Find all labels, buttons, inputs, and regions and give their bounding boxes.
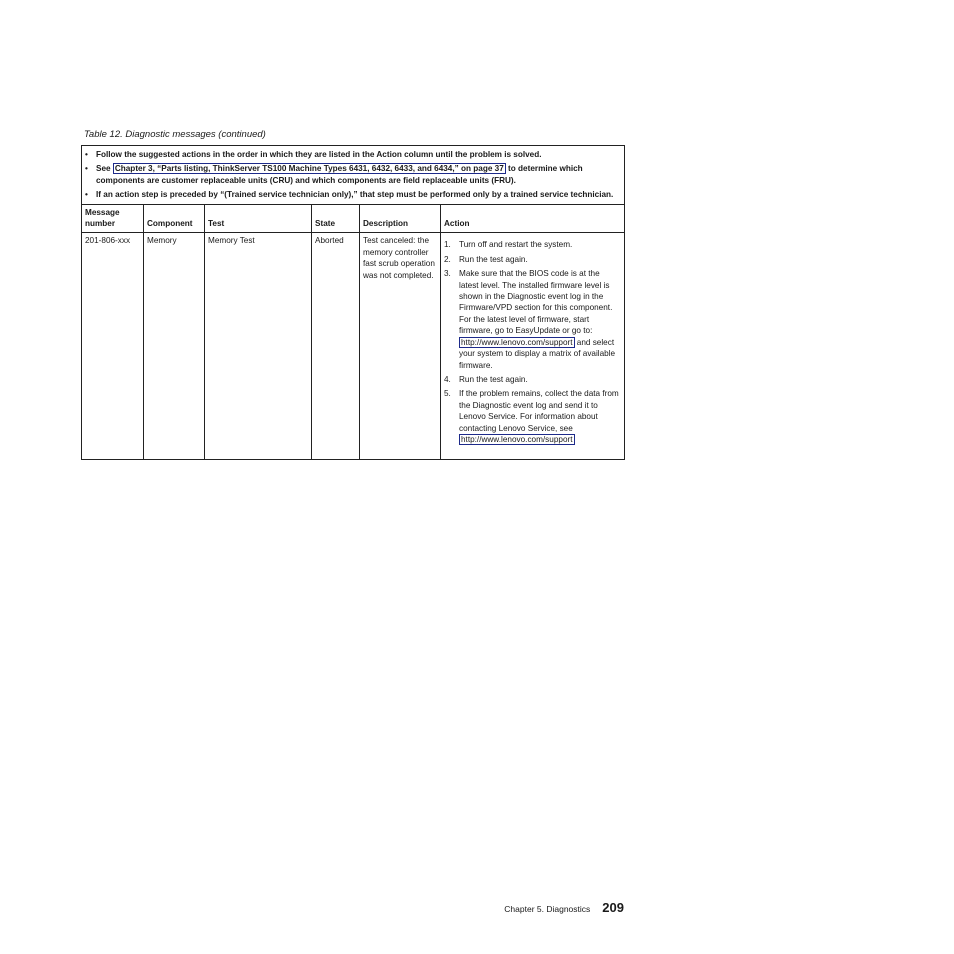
- note-text: Follow the suggested actions in the order in which they are listed in the Action column until the problem is solved.: [96, 150, 542, 159]
- cell-component: Memory: [144, 233, 205, 460]
- header-test: Test: [205, 204, 312, 233]
- step-text-before-link: Make sure that the BIOS code is at the latest level. The installed firmware level is shown in the Diagnostic event log in the Firmware/VPD section for this component. For the latest level of firmware, start firmware, go to EasyUpdate or go to:: [459, 269, 613, 336]
- table-caption: Table 12. Diagnostic messages (continued): [84, 129, 266, 140]
- cell-description: Test canceled: the memory controller fast scrub operation was not completed.: [360, 233, 441, 460]
- bullet: •: [85, 164, 88, 174]
- page-number: 209: [602, 900, 624, 915]
- step-text: [459, 388, 621, 445]
- header-component: Component: [144, 204, 205, 233]
- note-prefix: See: [96, 164, 113, 174]
- footer-chapter: Chapter 5. Diagnostics: [504, 904, 591, 914]
- lenovo-support-link[interactable]: http://www.lenovo.com/support: [461, 434, 573, 444]
- step-number: 3.: [444, 269, 451, 279]
- cell-message-number: 201-806-xxx: [82, 233, 144, 460]
- step-number: 1.: [444, 240, 451, 250]
- step-text: Turn off and restart the system.: [459, 240, 573, 250]
- step-text: Run the test again.: [459, 374, 528, 384]
- header-action: Action: [441, 204, 625, 233]
- step-text: [459, 268, 621, 371]
- action-step: [444, 239, 621, 250]
- table-row: [82, 233, 625, 460]
- step-number: 2.: [444, 254, 451, 264]
- note-item: [85, 189, 621, 200]
- header-state: State: [312, 204, 360, 233]
- table-header-row: [82, 204, 625, 233]
- step-number: 4.: [444, 374, 451, 384]
- header-message-number: Message number: [82, 204, 144, 233]
- step-number: 5.: [444, 389, 451, 399]
- note-item: [85, 163, 621, 186]
- diagnostic-messages-table: [81, 145, 625, 460]
- action-list: [444, 239, 621, 445]
- bullet: •: [85, 150, 88, 159]
- step-text: Run the test again.: [459, 254, 528, 264]
- note-suffix: to determine which components are customer replaceable units (CRU) and which components are field replaceable units (FRU).: [96, 164, 583, 185]
- page-footer: [504, 900, 624, 915]
- action-step: [444, 374, 621, 385]
- note-text: [96, 163, 621, 186]
- note-text: If an action step is preceded by “(Trained service technician only),” that step must be performed only by a trained service technician.: [96, 190, 614, 200]
- action-step: [444, 268, 621, 371]
- table-notes: [82, 146, 625, 205]
- cell-test: Memory Test: [205, 233, 312, 460]
- header-description: Description: [360, 204, 441, 233]
- bullet: •: [85, 190, 88, 200]
- chapter-3-cross-reference-link[interactable]: Chapter 3, “Parts listing, ThinkServer TS100 Machine Types 6431, 6432, 6433, and 6434,” on page 37: [114, 164, 504, 174]
- note-item: [85, 149, 621, 160]
- action-step: [444, 254, 621, 265]
- table-notes-row: [82, 146, 625, 205]
- action-step: [444, 388, 621, 445]
- lenovo-support-link[interactable]: http://www.lenovo.com/support: [461, 337, 573, 347]
- cell-action: [441, 233, 625, 460]
- step-text-after-link: and select your system to display a matrix of available firmware.: [459, 337, 616, 370]
- step-text-before-link: If the problem remains, collect the data from the Diagnostic event log and send it to Lenovo Service. For information about contacting Lenovo Service, see: [459, 389, 619, 433]
- cell-state: Aborted: [312, 233, 360, 460]
